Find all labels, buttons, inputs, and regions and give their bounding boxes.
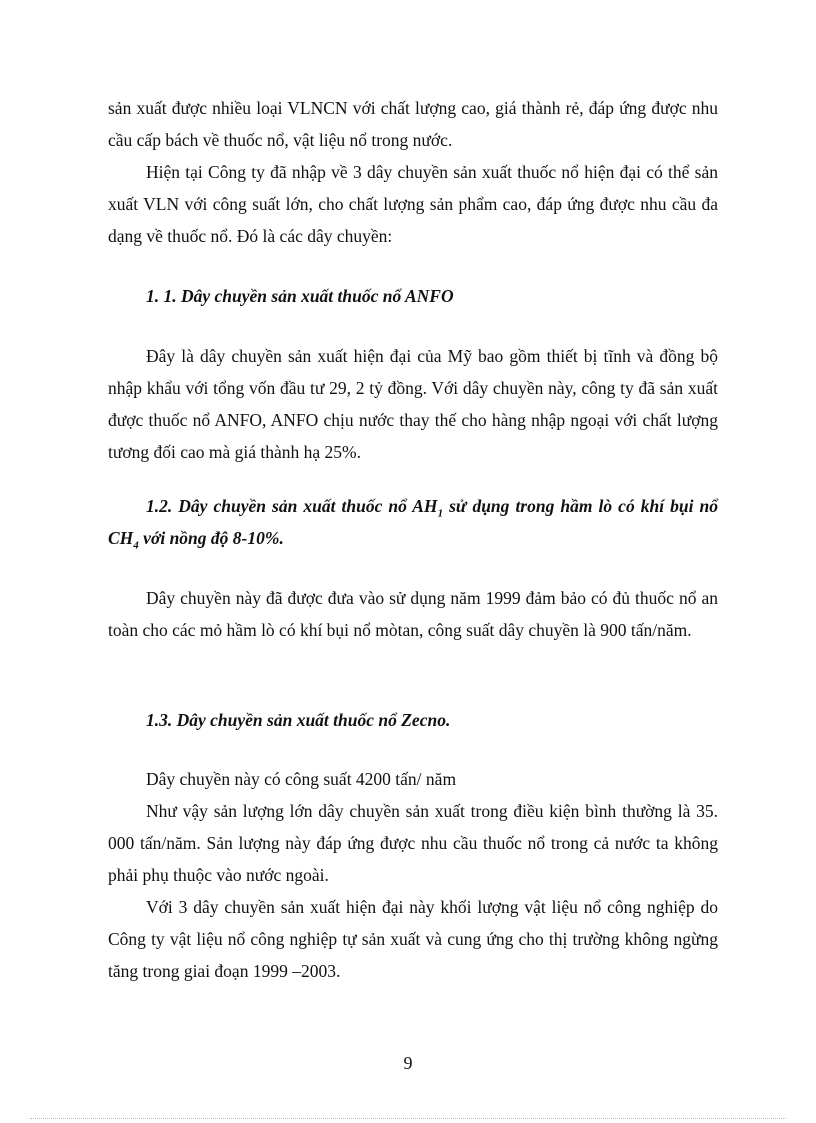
paragraph-1 [108, 92, 718, 156]
paragraph-3 [108, 340, 718, 468]
paragraph-5-text: Dây chuyền này có công suất 4200 tấn/ năm [146, 769, 457, 789]
heading-1-2-part1: 1.2. Dây chuyền sản xuất thuốc nổ AH [146, 496, 438, 516]
paragraph-5-to-7 [108, 763, 718, 987]
heading-1-3 [108, 704, 718, 736]
paragraph-3-text: Đây là dây chuyền sản xuất hiện đại của Mỹ bao gồm thiết bị tĩnh và đồng bộ nhập khẩu với tổng vốn đầu tư 29, 2 tỷ đồng. Với dây chuyền này, công ty đã sản xuất được thuốc nổ ANFO, ANFO chịu nước thay thế cho hàng nhập ngoại với chất lượng tương đối cao mà giá thành hạ 25%. [108, 346, 718, 462]
heading-1-1 [108, 280, 718, 312]
heading-1-2-part2: sử dụng trong hầm lò có khí bụi nổ CH [108, 496, 719, 548]
paragraph-1-text: sản xuất được nhiều loại VLNCN với chất lượng cao, giá thành rẻ, đáp ứng được nhu cầu cấp bách về thuốc nổ, vật liệu nổ trong nước. [108, 98, 718, 150]
paragraph-7-text: Với 3 dây chuyền sản xuất hiện đại này khối lượng vật liệu nổ công nghiệp do Công ty vật liệu nổ công nghiệp tự sản xuất và cung ứng cho thị trường không ngừng tăng trong giai đoạn 1999 –2003. [108, 897, 718, 981]
paragraph-4-text: Dây chuyền này đã được đưa vào sử dụng năm 1999 đảm bảo có đủ thuốc nổ an toàn cho các mỏ hầm lò có khí bụi nổ mòtan, công suất dây chuyền là 900 tấn/năm. [108, 588, 718, 640]
paragraph-2 [108, 156, 718, 252]
footer-dotted-rule [30, 1118, 786, 1119]
paragraph-4 [108, 582, 718, 646]
heading-1-2 [108, 490, 718, 554]
section-heading-ah1 [108, 490, 718, 554]
heading-1-2-part3: với nồng độ 8-10%. [138, 528, 284, 548]
page-number: 9 [403, 1053, 413, 1073]
section-heading-zecno: 1.3. Dây chuyền sản xuất thuốc nổ Zecno. [146, 710, 451, 730]
section-heading-anfo: 1. 1. Dây chuyền sản xuất thuốc nổ ANFO [146, 286, 454, 306]
heading-1-2-sub2: 4 [133, 539, 139, 552]
paragraph-6-text: Như vậy sản lượng lớn dây chuyền sản xuất trong điều kiện bình thường là 35. 000 tấn/năm. Sản lượng này đáp ứng được nhu cầu thuốc nổ trong cả nước ta không phải phụ thuộc vào nước ngoài. [108, 801, 718, 885]
paragraph-2-text: Hiện tại Công ty đã nhập về 3 dây chuyền sản xuất thuốc nổ hiện đại có thể sản xuất VLN với công suất lớn, cho chất lượng sản phẩm cao, đáp ứng được nhu cầu đa dạng về thuốc nổ. Đó là các dây chuyền: [108, 162, 718, 246]
heading-1-2-sub1: 1 [437, 507, 444, 520]
